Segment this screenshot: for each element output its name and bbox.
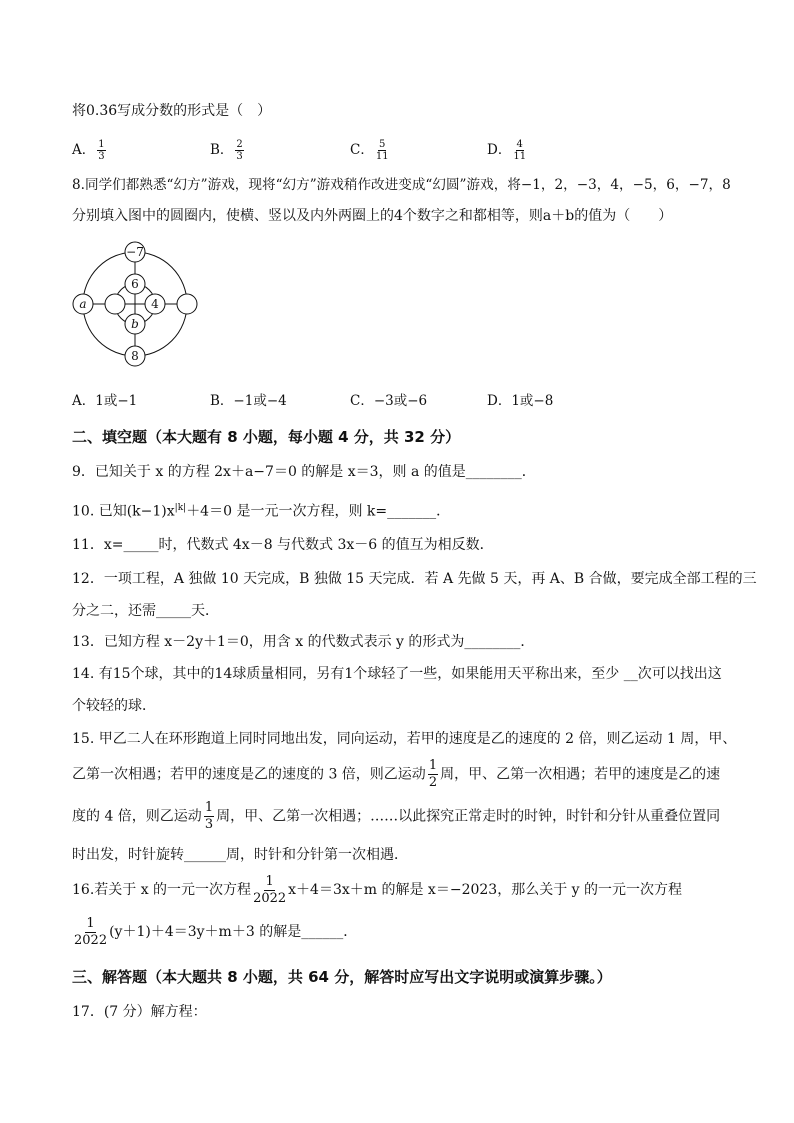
magic-circle-figure [70, 240, 205, 370]
q8-option-b: B．−1或−4 [210, 393, 287, 409]
q15-line3: 度的 4 倍，则乙运动 $\frac{1}{3}$ 周，甲、乙第一次相遇；……以此探究正常走时的时钟，时针和分针从重叠位置同 [72, 800, 721, 832]
q17: 17．(7 分）解方程： [72, 1004, 207, 1020]
q7-option-d: D． $\frac{4}{11}$ [487, 139, 527, 162]
q7-option-a: A． $\frac{1}{3}$ [72, 139, 105, 162]
q15-line1: 15. 甲乙二人在环形跑道上同时同地出发，同向运动，若甲的速度是乙的速度的 2 倍，则乙运动 1 周，甲、 [72, 731, 737, 747]
section-3-heading: 三、解答题（本大题共 8 小题，共 64 分，解答时应写出文字说明或演算步骤。） [72, 968, 612, 986]
q14-line1: 14. 有15个球，其中的14球质量相同，另有1个球轻了一些，如果能用天平称出来，至少 __次可以找出这 [72, 666, 722, 682]
q12-line1: 12．一项工程，A 独做 10 天完成，B 独做 15 天完成．若 A 先做 5 天，再 A、B 合做，要完成全部工程的三 [72, 571, 757, 587]
figure-inner-bottom-value: b [131, 317, 139, 331]
q7-option-b: B． $\frac{2}{3}$ [210, 139, 243, 162]
q11: 11．x=_____时，代数式 4x－8 与代数式 3x－6 的值互为相反数． [72, 537, 494, 553]
figure-left-value: a [79, 297, 87, 311]
q16-line1: 16.若关于 x 的一元一次方程 $\frac{1}{2022}$ x＋4＝3x＋m 的解是 x＝−2023，那么关于 y 的一元一次方程 [72, 873, 683, 906]
section-2-heading: 二、填空题（本大题有 8 小题，每小题 4 分，共 32 分） [72, 428, 461, 446]
figure-inner-top-value: 6 [131, 277, 139, 291]
q14-line2: 个较轻的球． [72, 698, 156, 714]
q8-stem-line2: 分别填入图中的圆圈内，使横、竖以及内外两圈上的4个数字之和都相等，则a＋b的值为（ ） [72, 208, 673, 224]
q13: 13．已知方程 x－2y＋1＝0，用含 x 的代数式表示 y 的形式为________． [72, 634, 535, 650]
q15-line4: 时出发，时针旋转______周，时针和分针第一次相遇． [72, 847, 408, 863]
q15-line2: 乙第一次相遇；若甲的速度是乙的速度的 3 倍，则乙运动 $\frac{1}{2}$ 周，甲、乙第一次相遇；若甲的速度是乙的速 [72, 758, 721, 790]
q8-option-a: A．1或−1 [72, 393, 138, 409]
q8-stem-line1: 8.同学们都熟悉“幻方”游戏，现将“幻方”游戏稍作改进变成“幻圆”游戏，将−1，2，−3，4，−5，6，−7，8 [72, 177, 731, 193]
q7-stem: 将0.3̇6̇写成分数的形式是（ ） [72, 103, 272, 119]
q12-line2: 分之二，还需_____天． [72, 603, 219, 619]
figure-bottom-value: 8 [131, 349, 139, 363]
q8-option-d: D．1或−8 [487, 393, 554, 409]
figure-top-value: −7 [126, 245, 144, 259]
q7-option-c: C． $\frac{5}{11}$ [350, 139, 389, 162]
figure-inner-right-value: 4 [151, 297, 159, 311]
q10: 10. 已知$(k-1)x^{|k|}+4=0$ 是一元一次方程，则 k=_______． [72, 503, 451, 520]
q16-line2: $\frac{1}{2022}$ (y＋1)＋4＝3y＋m＋3 的解是______． [74, 915, 358, 948]
q8-option-c: C．−3或−6 [350, 393, 428, 409]
q9: 9．已知关于 x 的方程 2x＋a−7＝0 的解是 x＝3，则 a 的值是________． [72, 464, 536, 480]
